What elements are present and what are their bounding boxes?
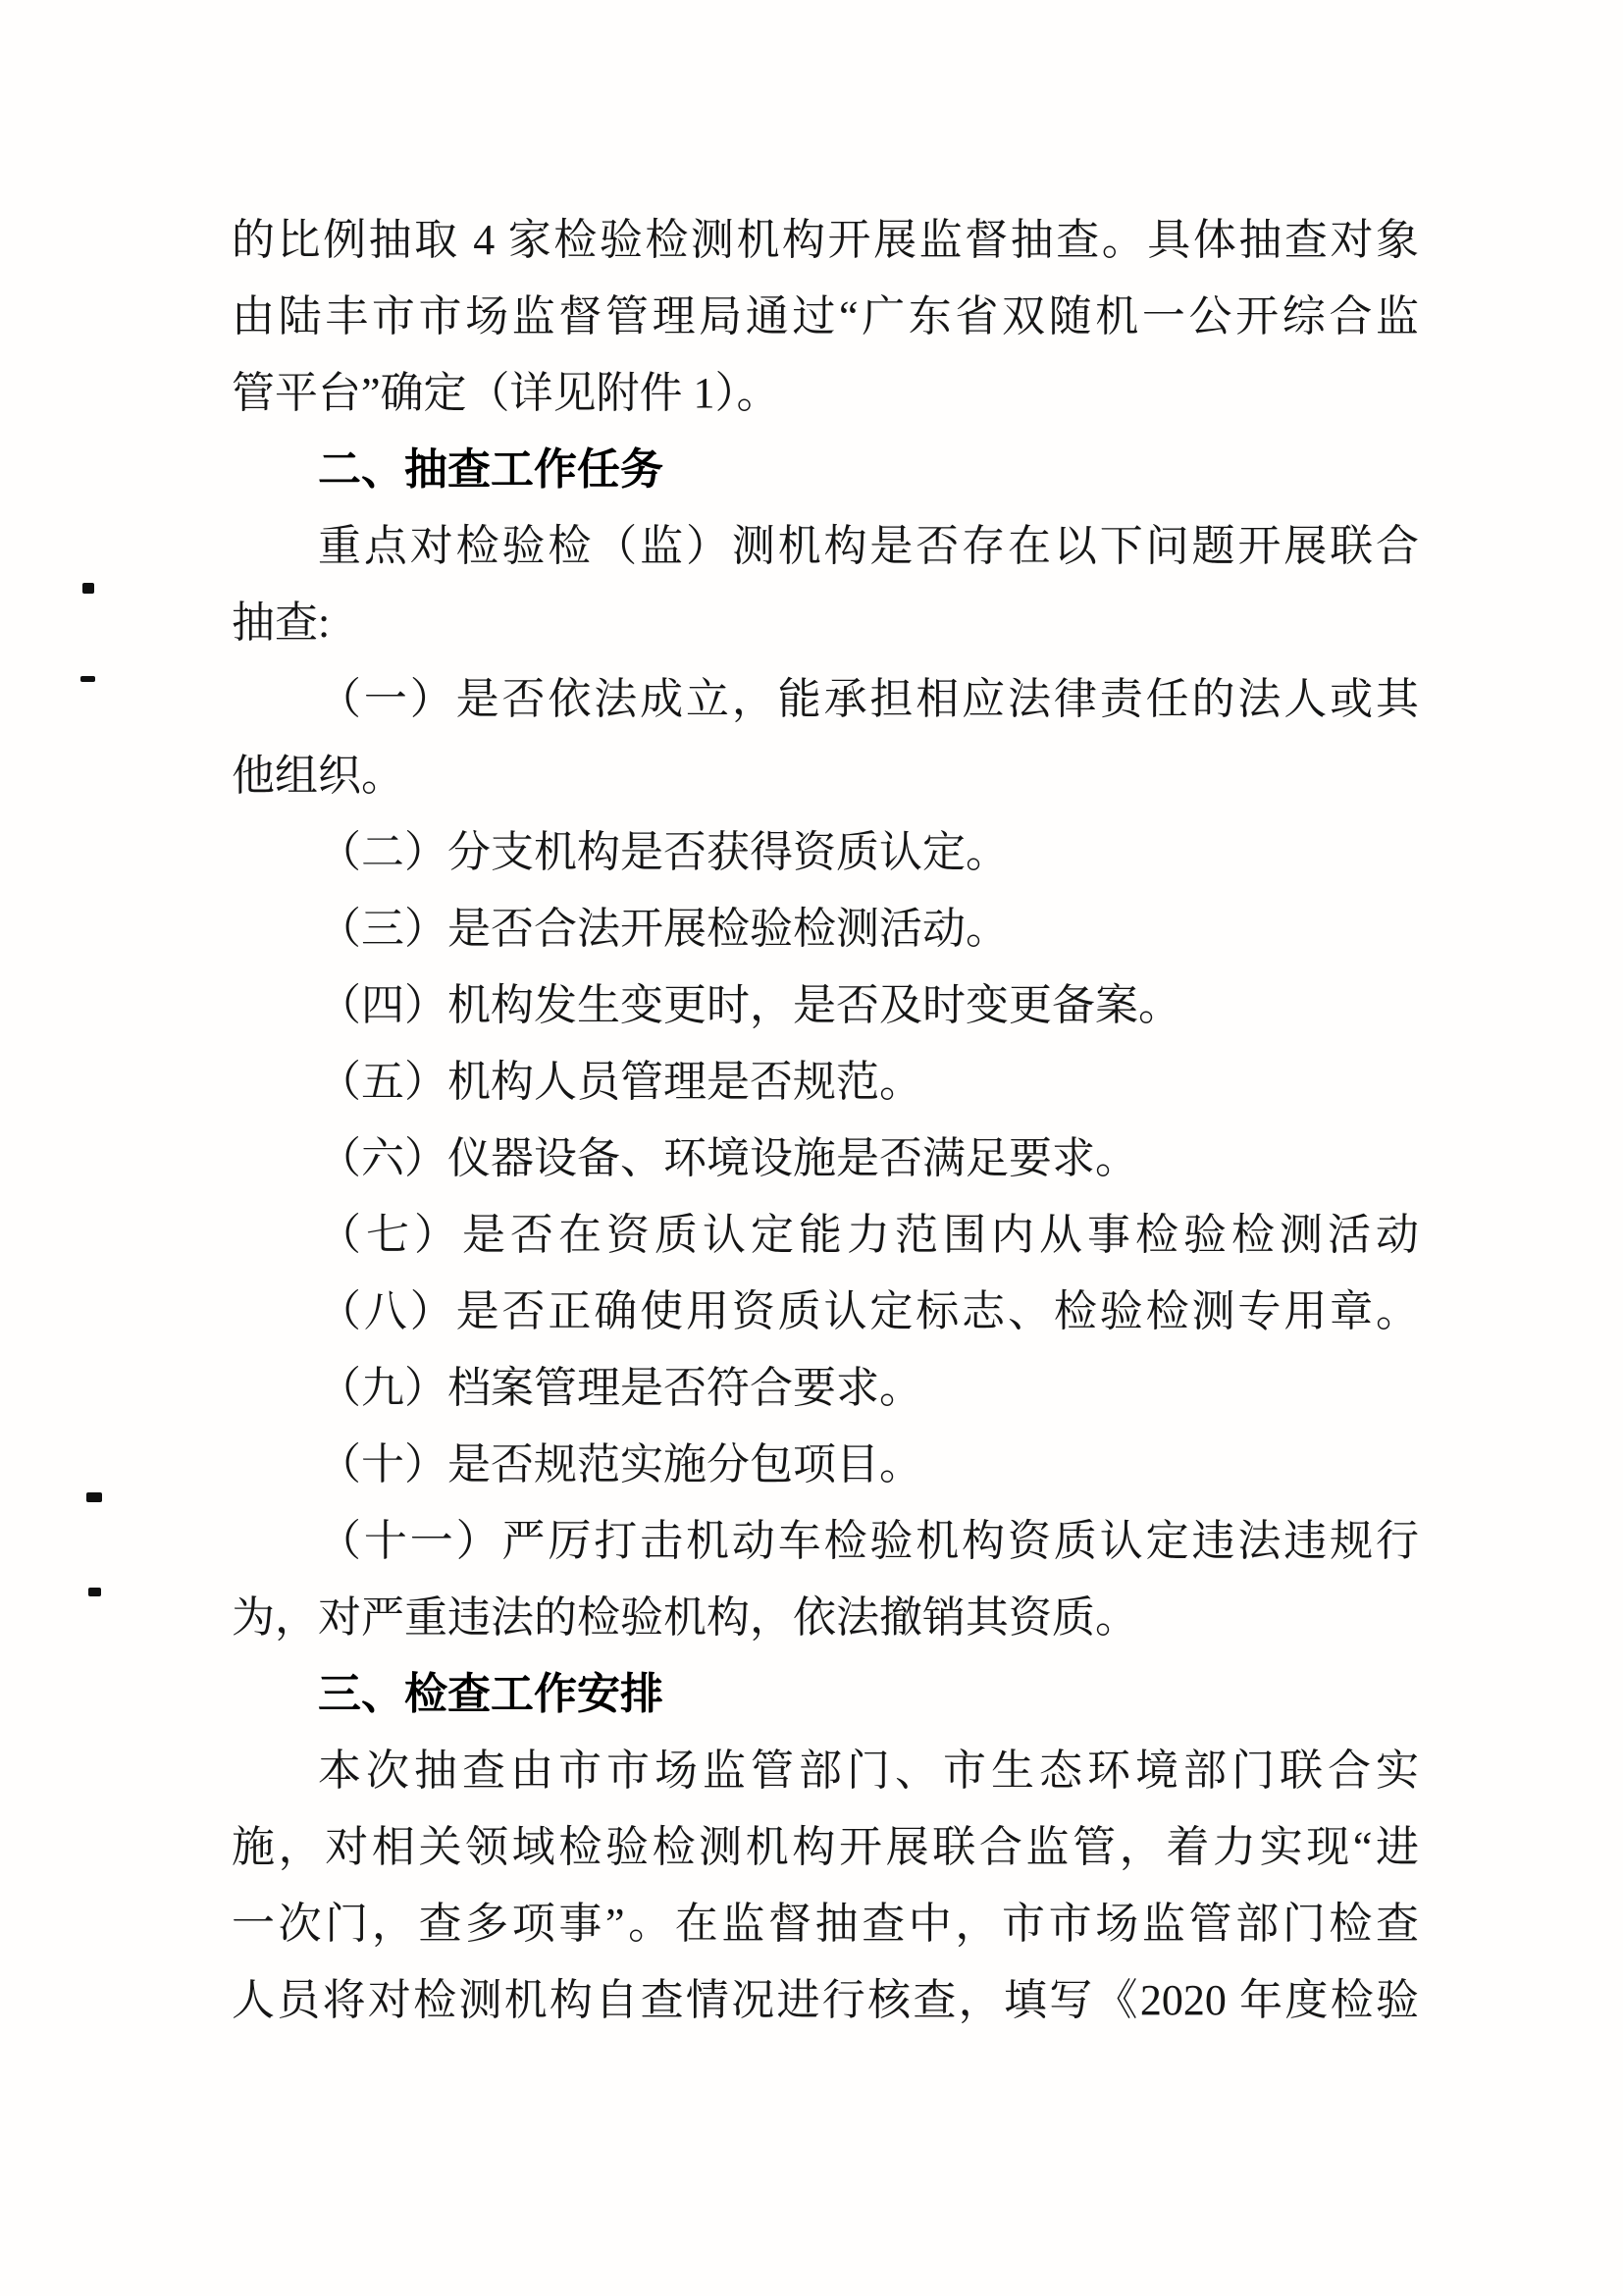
paragraph: [232, 1197, 1419, 1274]
paragraph: [232, 1733, 1419, 2039]
paragraph: [232, 508, 1419, 661]
section-heading: [232, 432, 1419, 508]
scan-speck: [80, 676, 95, 682]
text-line: （五）机构人员管理是否规范。: [318, 1058, 922, 1106]
text-line: 管平台”确定（详见附件 1）。: [232, 369, 780, 417]
text-line: 本次抽查由市市场监管部门、市生态环境部门联合实: [318, 1747, 1419, 1795]
text-line: 他组织。: [232, 752, 404, 800]
section-heading: [232, 1656, 1419, 1733]
text-line: （九）档案管理是否符合要求。: [318, 1364, 922, 1412]
text-line: （七）是否在资质认定能力范围内从事检验检测活动: [318, 1211, 1419, 1259]
paragraph: [232, 1044, 1419, 1121]
text-line: （十一）严厉打击机动车检验机构资质认定违法违规行: [318, 1517, 1419, 1565]
paragraph: [232, 814, 1419, 891]
paragraph: [232, 891, 1419, 967]
scan-speck: [88, 1588, 101, 1596]
text-line: （八）是否正确使用资质认定标志、检验检测专用章。: [318, 1287, 1419, 1335]
text-line: （三）是否合法开展检验检测活动。: [318, 905, 1009, 953]
text-line: （十）是否规范实施分包项目。: [318, 1440, 922, 1488]
text-line: 的比例抽取 4 家检验检测机构开展监督抽查。具体抽查对象: [232, 216, 1419, 264]
text-line: （一）是否依法成立，能承担相应法律责任的法人或其: [318, 675, 1419, 723]
paragraph: [232, 661, 1419, 814]
document-body: [232, 202, 1419, 2039]
text-line: 施，对相关领域检验检测机构开展联合监管，着力实现“进: [232, 1823, 1419, 1871]
text-line: 重点对检验检（监）测机构是否存在以下问题开展联合: [318, 522, 1419, 570]
text-line: （二）分支机构是否获得资质认定。: [318, 828, 1009, 876]
text-line: （四）机构发生变更时，是否及时变更备案。: [318, 981, 1181, 1029]
paragraph: [232, 1121, 1419, 1197]
paragraph: [232, 202, 1419, 432]
scan-speck: [82, 583, 94, 594]
text-line: 由陆丰市市场监督管理局通过“广东省双随机一公开综合监: [232, 292, 1419, 340]
scan-speck: [86, 1492, 102, 1502]
text-line: 抽查:: [232, 599, 331, 647]
paragraph: [232, 1274, 1419, 1350]
heading-text: 二、抽查工作任务: [318, 445, 663, 494]
paragraph: [232, 1503, 1419, 1656]
heading-text: 三、检查工作安排: [318, 1670, 663, 1718]
text-line: 为，对严重违法的检验机构，依法撤销其资质。: [232, 1593, 1138, 1642]
text-line: 一次门，查多项事”。在监督抽查中，市市场监管部门检查: [232, 1900, 1419, 1948]
paragraph: [232, 1427, 1419, 1503]
paragraph: [232, 1350, 1419, 1427]
text-line: （六）仪器设备、环境设施是否满足要求。: [318, 1134, 1138, 1182]
paragraph: [232, 967, 1419, 1044]
text-line: 人员将对检测机构自查情况进行核查，填写《2020 年度检验: [232, 1976, 1419, 2024]
